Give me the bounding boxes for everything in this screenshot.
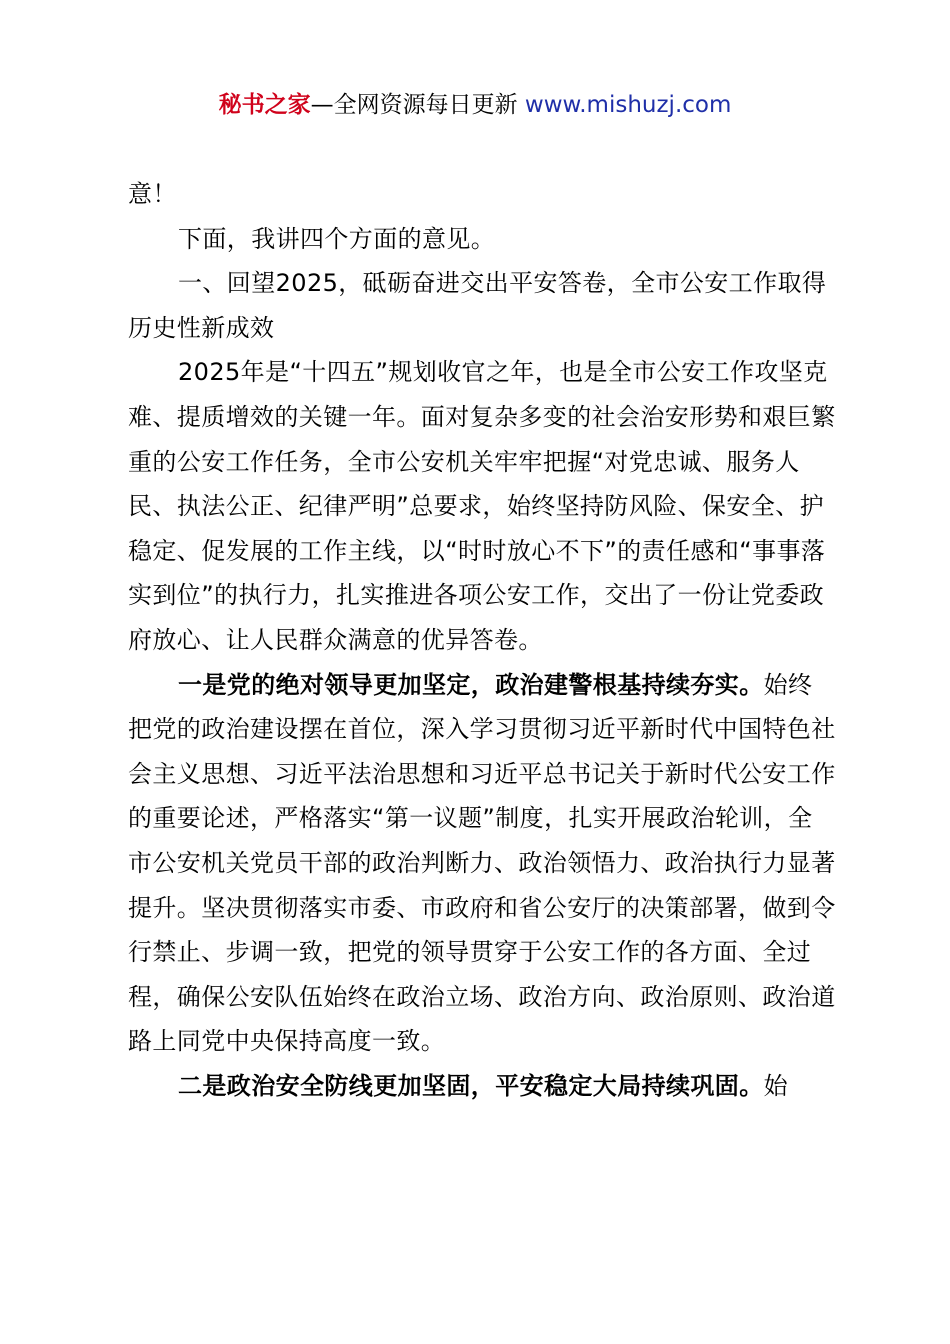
brand-name: 秘书之家: [218, 92, 311, 118]
paragraph-text: 2025年是“十四五”规划收官之年，也是全市公安工作攻坚克难、提质增效的关键一年。面对复杂多变的社会治安形势和艰巨繁重的公安工作任务，全市公安机关牢牢把握“对党忠诚、服务人民、执法公正、纪律严明”总要求，始终坚持防风险、保安全、护稳定、促发展的工作主线，以“时时放心不下”的责任感和“事事落实到位”的执行力，扎实推进各项公安工作，交出了一份让党委政府放心、让人民群众满意的优异答卷。: [128, 358, 836, 654]
paragraph-text: 始: [763, 1071, 789, 1100]
paragraph-text: 意！: [128, 180, 177, 208]
document-body: [128, 172, 836, 1108]
header-tagline: —全网资源每日更新: [310, 92, 518, 118]
paragraph-continuation: [128, 172, 836, 217]
paragraph-point-one: [128, 663, 836, 1064]
paragraph-text: 一、回望2025，砥砺奋进交出平安答卷，全市公安工作取得历史性新成效: [128, 269, 827, 342]
paragraph-lead: 二是政治安全防线更加坚固，平安稳定大局持续巩固。: [178, 1071, 764, 1100]
paragraph-point-two: [128, 1064, 836, 1109]
paragraph-text: 下面，我讲四个方面的意见。: [178, 224, 496, 253]
site-link[interactable]: www.mishuzj.com: [524, 92, 732, 118]
paragraph-overview: [128, 350, 836, 662]
section-heading: [128, 261, 836, 350]
paragraph-lead: 一是党的绝对领导更加坚定，政治建警根基持续夯实。: [178, 670, 764, 699]
page-header: [0, 86, 950, 124]
paragraph-text: 始终把党的政治建设摆在首位，深入学习贯彻习近平新时代中国特色社会主义思想、习近平法治思想和习近平总书记关于新时代公安工作的重要论述，严格落实“第一议题”制度，扎实开展政治轮训，全市公安机关党员干部的政治判断力、政治领悟力、政治执行力显著提升。坚决贯彻落实市委、市政府和省公安厅的决策部署，做到令行禁止、步调一致，把党的领导贯穿于公安工作的各方面、全过程，确保公安队伍始终在政治立场、政治方向、政治原则、政治道路上同党中央保持高度一致。: [128, 670, 836, 1056]
paragraph-intro: [128, 217, 836, 262]
